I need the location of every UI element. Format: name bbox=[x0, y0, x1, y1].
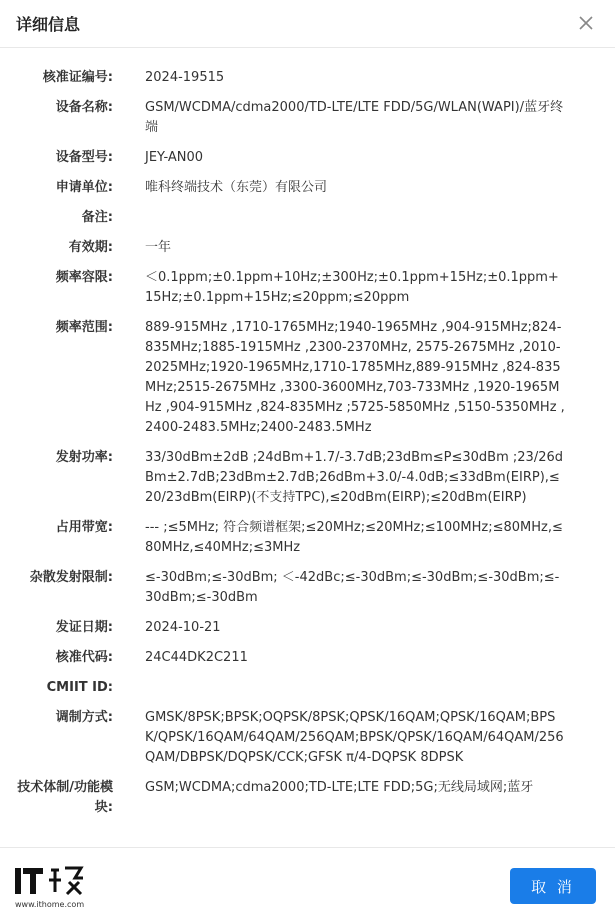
field-value: 2024-19515 bbox=[145, 70, 225, 85]
close-icon[interactable] bbox=[575, 12, 597, 34]
field-label: 核准证编号: bbox=[42, 70, 113, 85]
field-value: 889-915MHz ,1710-1765MHz;1940-1965MHz ,904-915MHz;824-835MHz;1885-1915MHz ,2300-2370MHz, 2575-2675MHz ,2010-2025MHz;1920-1965MHz,1710-1785MHz,889-915MHz ,824-835MHz;2515-2675MHz ,3300-3600MHz,703-733MHz ,1920-1965MHz ,904-915MHz ,824-835MHz ;5725-5850MHz ,5150-5350MHz ,2400-2483.5MHz;2400-2483.5MHz bbox=[145, 320, 565, 435]
field-label: 调制方式: bbox=[55, 710, 113, 725]
dialog-header bbox=[0, 0, 615, 48]
field-value: ＜0.1ppm;±0.1ppm+10Hz;±300Hz;±0.1ppm+15Hz;±0.1ppm+15Hz;±0.1ppm+15Hz;≤20ppm;≤20ppm bbox=[145, 270, 559, 305]
field-value: 2024-10-21 bbox=[145, 620, 221, 635]
field-label: 申请单位: bbox=[55, 180, 113, 195]
field-row bbox=[0, 678, 615, 698]
field-label: 杂散发射限制: bbox=[29, 570, 113, 585]
field-row bbox=[0, 648, 615, 668]
dialog-footer bbox=[0, 847, 615, 917]
field-label: 设备型号: bbox=[55, 150, 113, 165]
field-row bbox=[0, 68, 615, 88]
field-value: JEY-AN00 bbox=[145, 150, 204, 165]
field-value: GMSK/8PSK;BPSK;OQPSK/8PSK;QPSK/16QAM;QPSK/16QAM;BPSK/QPSK/16QAM/64QAM/256QAM;BPSK/QPSK/16QAM/64QAM/256QAM/DBPSK/DQPSK/CCK;GFSK π/4-DQPSK 8DPSK bbox=[145, 710, 564, 765]
ithome-logo bbox=[15, 864, 95, 912]
field-row bbox=[0, 778, 615, 818]
field-label: 有效期: bbox=[68, 240, 113, 255]
field-row bbox=[0, 708, 615, 768]
dialog-title: 详细信息 bbox=[16, 15, 81, 34]
cancel-button[interactable]: 取 消 bbox=[510, 868, 596, 904]
field-label: 备注: bbox=[81, 210, 113, 225]
field-row bbox=[0, 148, 615, 168]
field-row bbox=[0, 178, 615, 198]
field-row bbox=[0, 238, 615, 258]
field-label: 设备名称: bbox=[55, 100, 113, 115]
field-label: 频率容限: bbox=[55, 270, 113, 285]
field-row bbox=[0, 518, 615, 558]
field-label: 频率范围: bbox=[55, 320, 113, 335]
field-label: 技术体制/功能模块: bbox=[17, 780, 113, 815]
field-row bbox=[0, 208, 615, 228]
field-value: 24C44DK2C211 bbox=[145, 650, 248, 665]
field-value: 唯科终端技术（东莞）有限公司 bbox=[145, 180, 328, 195]
field-row bbox=[0, 618, 615, 638]
field-label: CMIIT ID: bbox=[46, 680, 113, 695]
field-row bbox=[0, 568, 615, 608]
field-label: 占用带宽: bbox=[55, 520, 113, 535]
field-value: GSM/WCDMA/cdma2000/TD-LTE/LTE FDD/5G/WLAN(WAPI)/蓝牙终端 bbox=[145, 100, 564, 135]
field-value: --- ;≤5MHz; 符合频谱框架;≤20MHz;≤20MHz;≤100MHz;≤80MHz,≤80MHz,≤40MHz;≤3MHz bbox=[145, 520, 563, 555]
field-value: GSM;WCDMA;cdma2000;TD-LTE;LTE FDD;5G;无线局域网;蓝牙 bbox=[145, 780, 534, 795]
logo-url: www.ithome.com bbox=[15, 900, 85, 909]
field-value: ≤-30dBm;≤-30dBm; ＜-42dBc;≤-30dBm;≤-30dBm;≤-30dBm;≤-30dBm;≤-30dBm bbox=[145, 570, 560, 605]
detail-list bbox=[0, 68, 615, 828]
field-value: 一年 bbox=[145, 240, 172, 255]
field-label: 发证日期: bbox=[55, 620, 113, 635]
field-row bbox=[0, 318, 615, 438]
field-row bbox=[0, 448, 615, 508]
field-label: 核准代码: bbox=[55, 650, 113, 665]
field-value: 33/30dBm±2dB ;24dBm+1.7/-3.7dB;23dBm≤P≤30dBm ;23/26dBm±2.7dB;23dBm±2.7dB;26dBm+3.0/-4.0dB;≤33dBm(EIRP),≤20/23dBm(EIRP)(不支持TPC),≤20dBm(EIRP);≤20dBm(EIRP) bbox=[145, 450, 563, 505]
field-row bbox=[0, 268, 615, 308]
field-row bbox=[0, 98, 615, 138]
field-label: 发射功率: bbox=[55, 450, 113, 465]
